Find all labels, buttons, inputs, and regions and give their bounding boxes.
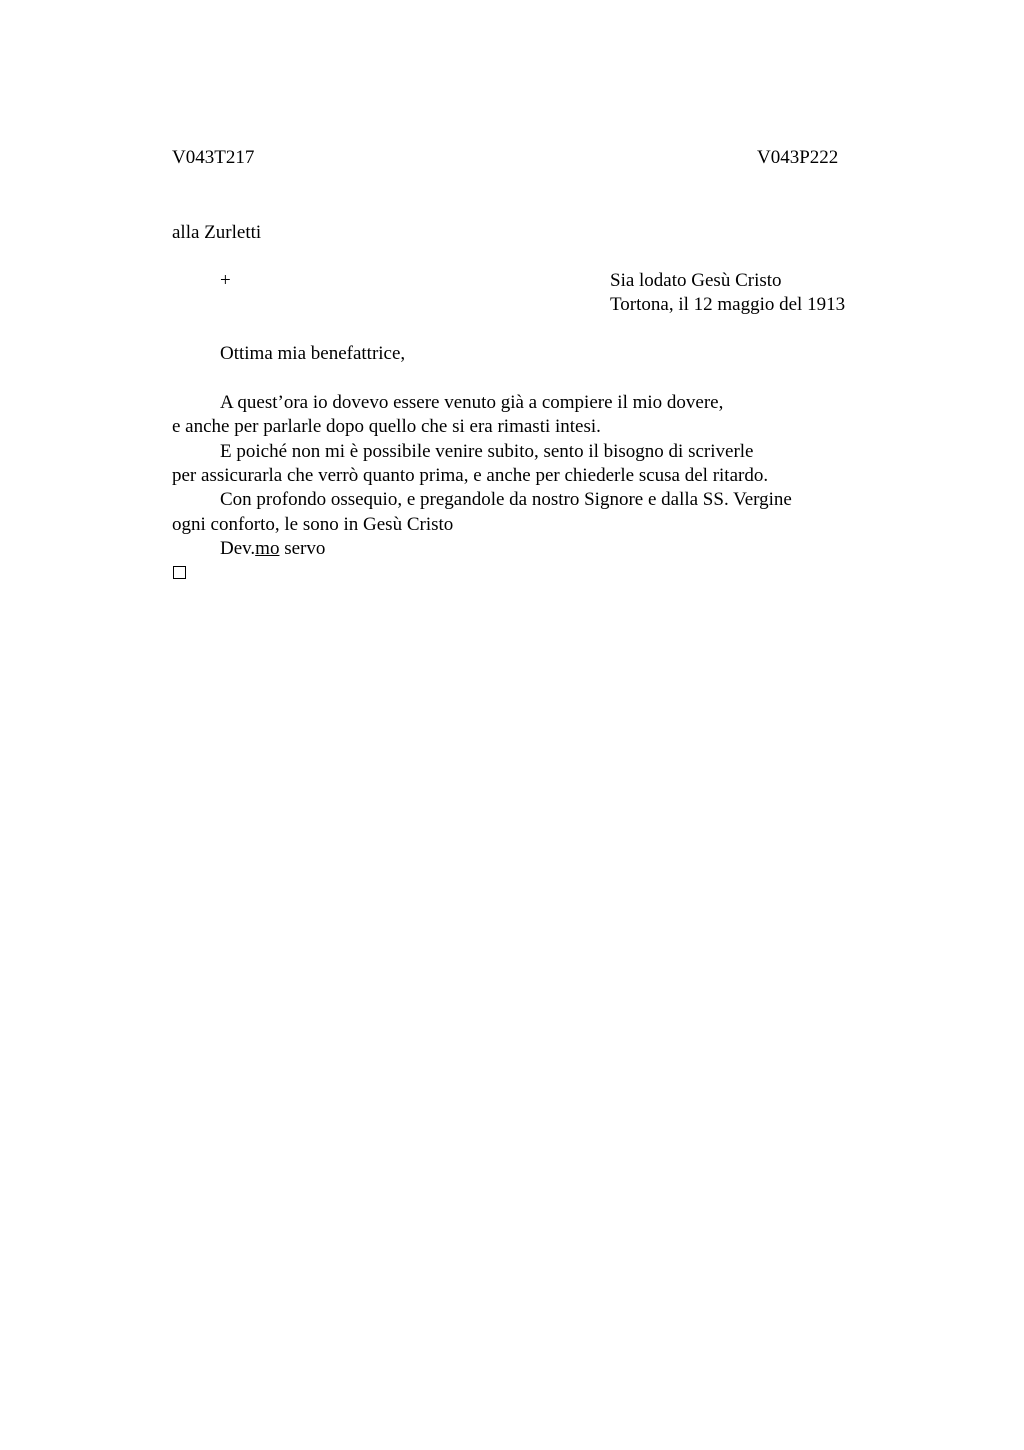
body-p1-line2: e anche per parlarle dopo quello che si era rimasti intesi. bbox=[172, 416, 601, 437]
recipient: alla Zurletti bbox=[172, 222, 262, 243]
greeting: Ottima mia benefattrice, bbox=[220, 343, 406, 364]
body-p1-line1: A quest’ora io dovevo essere venuto già a compiere il mio dovere, bbox=[220, 392, 724, 413]
invocation: Sia lodato Gesù Cristo bbox=[610, 270, 782, 291]
body-p2-line2: per assicurarla che verrò quanto prima, e anche per chiederle scusa del ritardo. bbox=[172, 465, 769, 486]
closing-prefix: Dev. bbox=[220, 538, 256, 559]
closing-abbrev: mo bbox=[255, 538, 280, 559]
body-p2-line1: E poiché non mi è possibile venire subito, sento il bisogno di scriverle bbox=[220, 441, 754, 462]
body-p3-line1: Con profondo ossequio, e pregandole da nostro Signore e dalla SS. Vergine bbox=[220, 489, 792, 510]
closing-suffix: servo bbox=[279, 538, 326, 559]
header-left-code: V043T217 bbox=[172, 147, 255, 168]
body-p3-line2: ogni conforto, le sono in Gesù Cristo bbox=[172, 514, 454, 535]
header-right-code: V043P222 bbox=[757, 147, 839, 168]
place-date: Tortona, il 12 maggio del 1913 bbox=[610, 294, 846, 315]
end-square-icon bbox=[173, 566, 186, 579]
closing bbox=[220, 537, 325, 561]
cross-mark: + bbox=[220, 270, 231, 291]
